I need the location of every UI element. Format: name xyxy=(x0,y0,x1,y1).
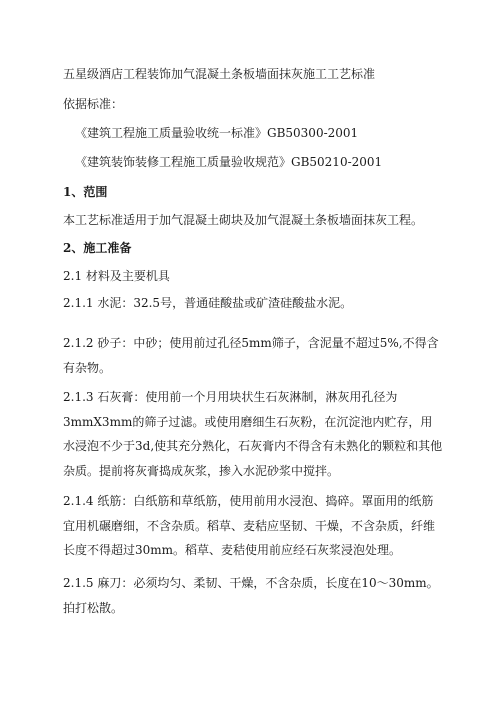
list-item: 2.1.3 石灰膏：使用前一个月用块状生石灰淋制，淋灰用孔径为3mmX3mm的筛子过滤。或使用磨细生石灰粉，在沉淀池内贮存，用水浸泡不少于3d,使其充分熟化，石灰膏内不得含有未熟化的颗粒和其他杂质。提前将灰膏捣成灰浆，掺入水泥砂浆中搅拌。 xyxy=(63,390,443,478)
list-item: 2.1.1 水泥：32.5号，普通硅酸盐或矿渣硅酸盐水泥。 xyxy=(63,296,353,310)
list-item: 2.1.2 砂子：中砂；使用前过孔径5mm筛子，含泥量不超过5%,不得含有杂物。 xyxy=(63,336,439,375)
list-item: 2.1.5 麻刀：必须均匀、柔韧、干燥，不含杂质，长度在10～30mm。拍打松散。 xyxy=(63,576,439,615)
section-heading: 1、范围 xyxy=(63,185,108,199)
section-heading: 2、施工准备 xyxy=(63,241,132,255)
standard-item: 《建筑工程施工质量验收统一标准》GB50300-2001 xyxy=(75,126,359,140)
standard-item: 《建筑装饰装修工程施工质量验收规范》GB50210-2001 xyxy=(75,155,383,169)
list-item: 2.1.4 纸筋：白纸筋和草纸筋，使用前用水浸泡、捣碎。罩面用的纸筋宜用机碾磨细，不含杂质。稻草、麦秸应坚韧、干燥，不含杂质，纤维长度不得超过30mm。稻草、麦秸使用前应经石灰浆浸泡处理。 xyxy=(63,494,436,557)
document-title: 五星级酒店工程装饰加气混凝土条板墙面抹灰施工工艺标准 xyxy=(63,67,376,81)
section-text: 本工艺标准适用于加气混凝土砌块及加气混凝土条板墙面抹灰工程。 xyxy=(63,213,424,227)
subsection-heading: 2.1 材料及主要机具 xyxy=(63,269,170,283)
basis-label: 依据标准： xyxy=(63,97,124,111)
